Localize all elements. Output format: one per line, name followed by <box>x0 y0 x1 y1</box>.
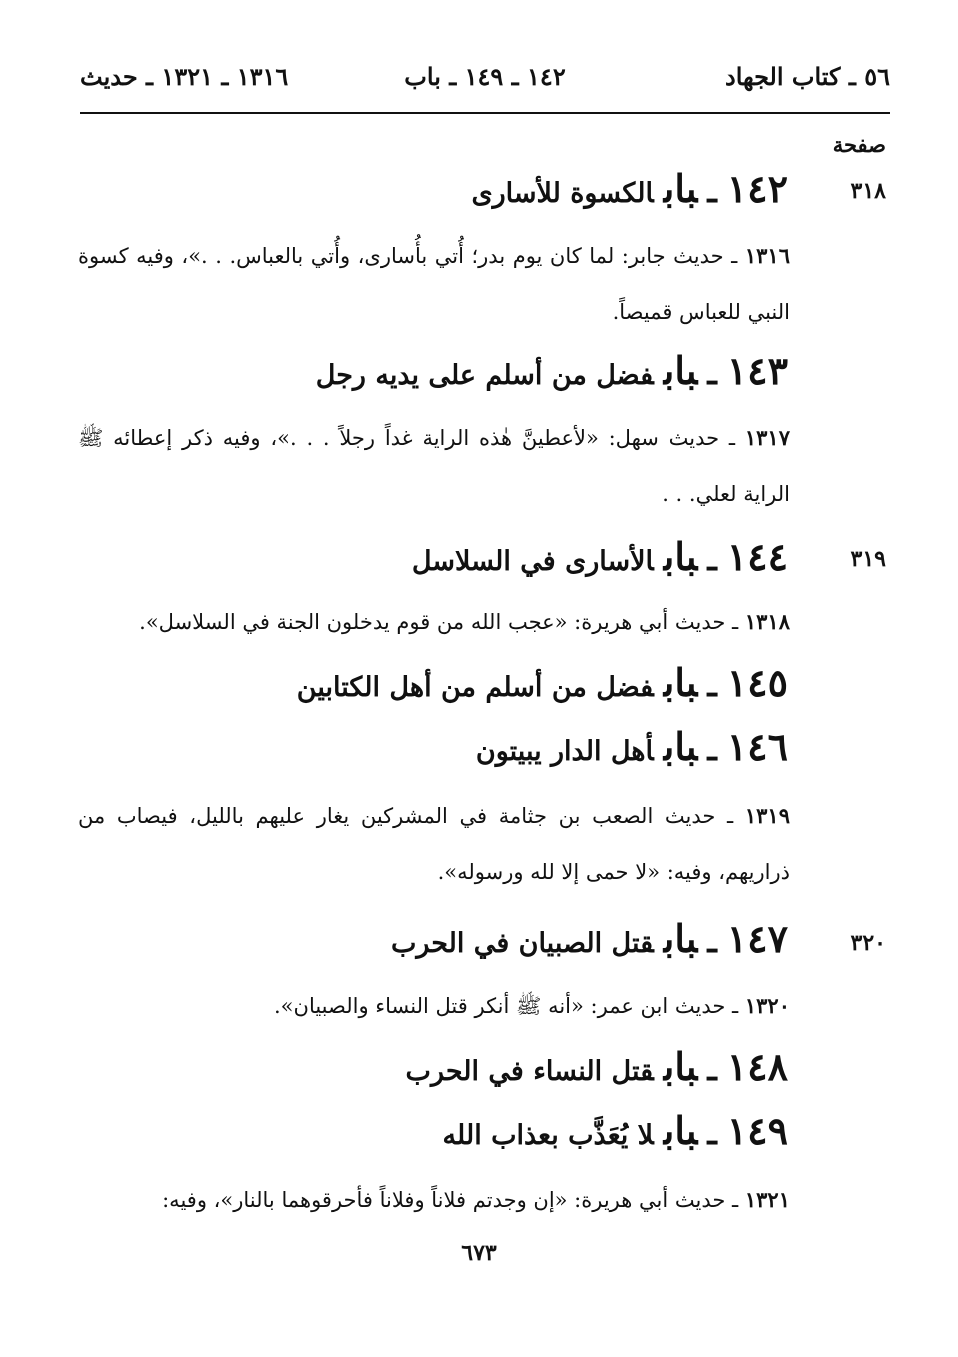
hadith-text: ـ حديث جابر: لما كان يوم بدر؛ أُتي بأُسارى، وأُتي بالعباس. . .»، وفيه كسوة النبي للعباس قميصاً. <box>78 244 790 324</box>
chapter-number: ١٤٦ <box>726 724 788 769</box>
chapter-title: قتل الصبيان في الحرب <box>390 928 654 959</box>
hadith-text: ـ حديث أبي هريرة: «إن وجدتم فلاناً وفلاناً فأحرقوهما بالنار»، وفيه: <box>162 1188 739 1212</box>
header-chapter-range: ١٤٢ ـ ١٤٩ ـ باب <box>404 62 566 91</box>
hadith-text: ـ حديث أبي هريرة: «عجب الله من قوم يدخلون الجنة في السلاسل». <box>139 610 739 634</box>
dash: ـ <box>707 354 717 392</box>
hadith-entry <box>78 594 790 650</box>
header-hadith-range: ١٣١٦ ـ ١٣٢١ ـ حديث <box>80 62 289 91</box>
chapter-title: الكسوة للأسارى <box>471 178 654 209</box>
chapter-heading <box>316 348 788 393</box>
chapter-number: ١٤٧ <box>726 916 788 961</box>
hadith-entry <box>78 410 790 522</box>
hadith-number: ١٣١٩ <box>744 803 790 828</box>
bab-word: باب <box>663 348 698 393</box>
page-ref: ٣١٨ <box>850 178 886 204</box>
hadith-text: ـ حديث الصعب بن جثامة في المشركين يغار عليهم بالليل، فيصاب من ذراريهم، وفيه: «لا حمى إلا لله ورسوله». <box>78 804 790 884</box>
bab-word: باب <box>663 166 698 211</box>
chapter-title: فضل من أسلم على يديه رجل <box>315 360 654 391</box>
bab-word: باب <box>663 660 698 705</box>
chapter-number: ١٤٥ <box>726 660 788 705</box>
chapter-title: أهل الدار يبيتون <box>475 736 654 767</box>
dash: ـ <box>707 172 717 210</box>
bab-word: باب <box>663 1108 698 1153</box>
chapter-heading <box>406 1044 788 1089</box>
dash: ـ <box>707 666 717 704</box>
chapter-heading <box>412 534 788 579</box>
hadith-text: ـ حديث ابن عمر: «أنه ﷺ أنكر قتل النساء والصبيان». <box>274 994 739 1018</box>
bab-word: باب <box>663 724 698 769</box>
page-ref: ٣٢٠ <box>850 930 886 956</box>
hadith-entry <box>78 1172 790 1228</box>
hadith-number: ١٣٢٠ <box>744 993 790 1018</box>
page-number: ٦٧٣ <box>461 1240 497 1266</box>
hadith-number: ١٣١٨ <box>744 609 790 634</box>
hadith-number: ١٣١٧ <box>744 425 790 450</box>
bab-word: باب <box>663 916 698 961</box>
chapter-heading <box>297 660 788 705</box>
chapter-heading <box>391 916 788 961</box>
hadith-text: ـ حديث سهل: «لأعطينَّ هٰذه الراية غداً رجلاً . . .»، وفيه ذكر إعطائه ﷺ الراية لعلي. . . <box>78 426 790 506</box>
dash: ـ <box>707 1114 717 1152</box>
chapter-title: فضل من أسلم من أهل الكتابين <box>296 672 654 703</box>
hadith-number: ١٣٢١ <box>744 1187 790 1212</box>
dash: ـ <box>707 1050 717 1088</box>
chapter-title: قتل النساء في الحرب <box>405 1056 654 1087</box>
chapter-heading <box>476 724 788 769</box>
hadith-number: ١٣١٦ <box>744 243 790 268</box>
page-ref: ٣١٩ <box>850 546 886 572</box>
chapter-title: الأسارى في السلاسل <box>411 546 654 577</box>
header-rule <box>80 112 890 114</box>
hadith-entry <box>78 788 790 900</box>
chapter-number: ١٤٩ <box>726 1108 788 1153</box>
chapter-number: ١٤٤ <box>726 534 788 579</box>
chapter-number: ١٤٢ <box>726 166 788 211</box>
chapter-number: ١٤٣ <box>726 348 788 393</box>
running-header <box>80 62 890 98</box>
chapter-number: ١٤٨ <box>726 1044 788 1089</box>
chapter-heading <box>443 1108 788 1153</box>
page-column-label: صفحة <box>832 132 886 157</box>
bab-word: باب <box>663 534 698 579</box>
dash: ـ <box>707 922 717 960</box>
chapter-heading <box>471 166 788 211</box>
dash: ـ <box>707 730 717 768</box>
dash: ـ <box>707 540 717 578</box>
hadith-entry <box>78 228 790 340</box>
header-book-title: ٥٦ ـ كتاب الجهاد <box>725 62 890 91</box>
chapter-title: لا يُعَذَّب بعذاب الله <box>442 1120 654 1151</box>
hadith-entry <box>78 978 790 1034</box>
bab-word: باب <box>663 1044 698 1089</box>
